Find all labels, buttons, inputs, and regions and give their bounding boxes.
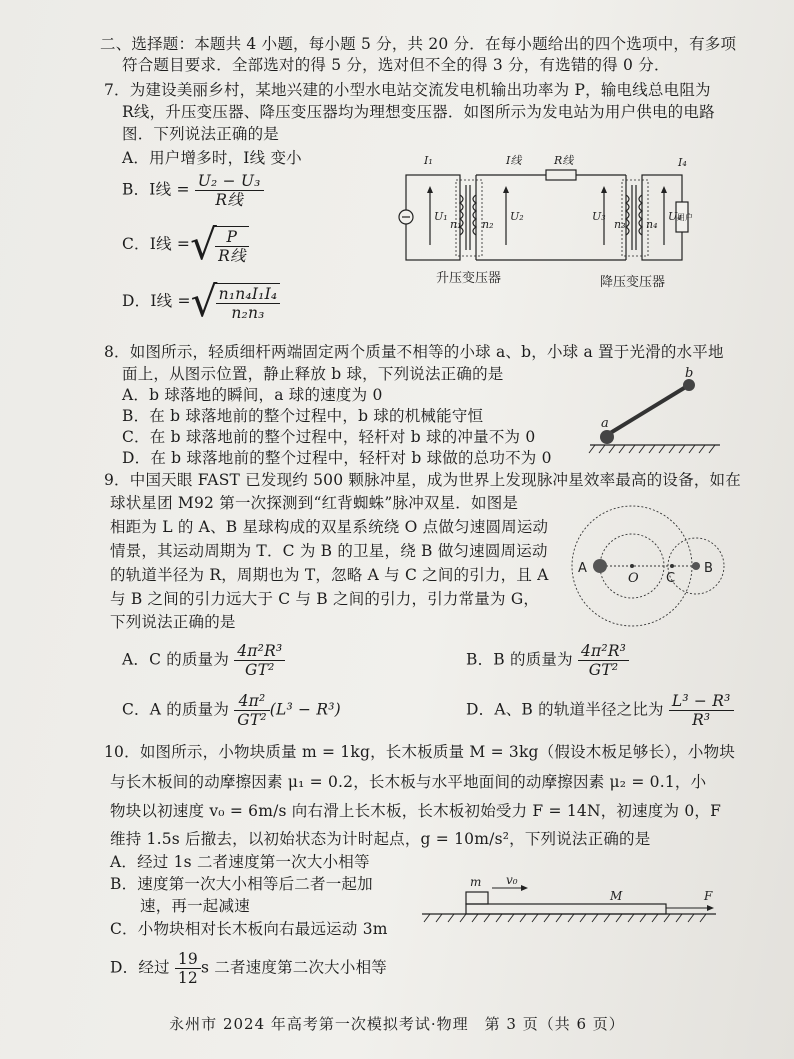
q8-stem-line-2: 面上，从图示位置，静止释放 b 球，下列说法正确的是 [122, 365, 504, 383]
q8-option-b: B．在 b 球落地前的整个过程中，b 球的机械能守恒 [122, 407, 484, 425]
q7-stem-line-1: 7．为建设美丽乡村，某地兴建的小型水电站交流发电机输出功率为 P，输电线总电阻为 [104, 81, 711, 99]
label-step-up: 升压变压器 [436, 271, 502, 286]
label-n2: n₂ [482, 218, 494, 231]
q9-binary-star-figure [568, 488, 748, 633]
q10-option-c: C．小物块相对长木板向右最远运动 3m [110, 920, 388, 938]
label-U2: U₂ [510, 210, 524, 223]
q7-option-d: D．I线 =√ $\frac{\text{n₁n₄I₁I₄}}{\text{n₂n₃}}$ [122, 282, 280, 322]
label-I-line: I线 [506, 154, 522, 167]
q8-rod-figure [585, 365, 725, 465]
label-n3: n₃ [614, 218, 626, 231]
q8-option-a: A．b 球落地的瞬间，a 球的速度为 0 [122, 386, 383, 404]
q10-option-a: A．经过 1s 二者速度第一次大小相等 [110, 853, 370, 871]
label-ball-a: a [601, 416, 609, 431]
label-star-B: B [704, 561, 713, 576]
section-header-line-1: 二、选择题：本题共 4 小题，每小题 5 分，共 20 分．在每小题给出的四个选项中，有多项 [100, 35, 737, 53]
q9-option-d: D．A、B 的轨道半径之比为 $\frac{\text{L³ − R³}}{\text{R³}}$ [466, 692, 734, 729]
label-n1: n₁ [450, 218, 462, 231]
q10-stem-line-4: 维持 1.5s 后撤去，以初始状态为计时起点，g = 10m/s²，下列说法正确的是 [110, 830, 651, 848]
q9-stem-line-1: 9．中国天眼 FAST 已发现约 500 颗脉冲星，成为世界上发现脉冲星效率最高的设备，如在 [104, 471, 741, 489]
q9-stem-line-2: 球状星团 M92 第一次探测到“红背蜘蛛”脉冲双星．如图是 [110, 494, 519, 512]
q9-stem-line-5: 的轨道半径为 R，周期也为 T，忽略 A 与 C 之间的引力，且 A [110, 566, 549, 584]
label-R-line: R线 [554, 154, 574, 167]
label-step-down: 降压变压器 [600, 275, 666, 290]
q7-circuit-figure [396, 150, 696, 290]
q9-option-c: C．A 的质量为 $\frac{\text{4π²}}{\text{GT²}}$ (L³ − R³) [122, 692, 341, 729]
q9-stem-line-4: 情景，其运动周期为 T．C 为 B 的卫星，绕 B 做匀速圆周运动 [110, 542, 548, 560]
q7-option-b: B．I线 = $\frac{\text{U₂ − U₃}}{\text{R线}}$ [122, 172, 264, 209]
q10-stem-line-1: 10．如图所示，小物块质量 m = 1kg，长木板质量 M = 3kg（假设木板足够长），小物块 [104, 743, 736, 761]
q10-option-b-line-1: B．速度第一次大小相等后二者一起加 [110, 875, 373, 893]
q9-stem-line-3: 相距为 L 的 A、B 星球构成的双星系统绕 O 点做匀速圆周运动 [110, 518, 549, 536]
q9-option-a: A．C 的质量为 $\frac{\text{4π²R³}}{\text{GT²}}$ [122, 642, 285, 679]
q9-stem-line-6: 与 B 之间的引力远大于 C 与 B 之间的引力，引力常量为 G， [110, 590, 540, 608]
q10-block-board-figure [420, 872, 720, 928]
q8-stem-line-1: 8．如图所示，轻质细杆两端固定两个质量不相等的小球 a、b，小球 a 置于光滑的水平地 [104, 343, 724, 361]
page-footer: 永州市 2024 年高考第一次模拟考试·物理 第 3 页（共 6 页） [169, 1015, 625, 1033]
label-user: 用户 [677, 213, 693, 222]
q10-stem-line-2: 与长木板间的动摩擦因素 μ₁ = 0.2，长木板与水平地面间的动摩擦因素 μ₂ = 0.1，小 [110, 773, 707, 791]
label-v0: v₀ [506, 873, 518, 887]
label-m: m [470, 875, 482, 889]
q9-option-b: B．B 的质量为 $\frac{\text{4π²R³}}{\text{GT²}}$ [466, 642, 629, 679]
q9-stem-line-7: 下列说法正确的是 [110, 613, 236, 631]
label-satellite-C: C [666, 571, 676, 586]
label-F: F [704, 889, 713, 903]
label-I1: I₁ [424, 154, 433, 167]
q8-option-d: D．在 b 球落地前的整个过程中，轻杆对 b 球做的总功不为 0 [122, 449, 552, 467]
section-header-line-2: 符合题目要求．全部选对的得 5 分，选对但不全的得 3 分，有选错的得 0 分． [122, 56, 670, 74]
q10-option-d: D．经过 $\frac{19}{12}$ s 二者速度第二次大小相等 [110, 950, 387, 987]
q7-stem-line-3: 图．下列说法正确的是 [122, 125, 280, 143]
q7-stem-line-2: R线，升压变压器、降压变压器均为理想变压器．如图所示为发电站为用户供电的电路 [122, 103, 715, 121]
label-I4: I₄ [678, 156, 687, 169]
label-n4: n₄ [646, 218, 658, 231]
label-M: M [610, 889, 623, 903]
label-ball-b: b [685, 366, 694, 381]
q8-option-c: C．在 b 球落地前的整个过程中，轻杆对 b 球的冲量不为 0 [122, 428, 536, 446]
q10-stem-line-3: 物块以初速度 v₀ = 6m/s 向右滑上长木板，长木板初始受力 F = 14N，初速度为 0，F [110, 802, 722, 820]
q10-option-b-line-2: 速，再一起减速 [140, 897, 250, 915]
label-U3: U₃ [592, 210, 606, 223]
label-U4: U₄ [668, 210, 682, 223]
label-U1: U₁ [434, 210, 448, 223]
label-star-A: A [578, 561, 587, 576]
q7-option-c: C．I线 =√ $\frac{P}{\text{R线}}$ [122, 225, 249, 265]
label-center-O: O [628, 571, 639, 586]
q7-option-a: A．用户增多时，I线 变小 [122, 149, 302, 167]
